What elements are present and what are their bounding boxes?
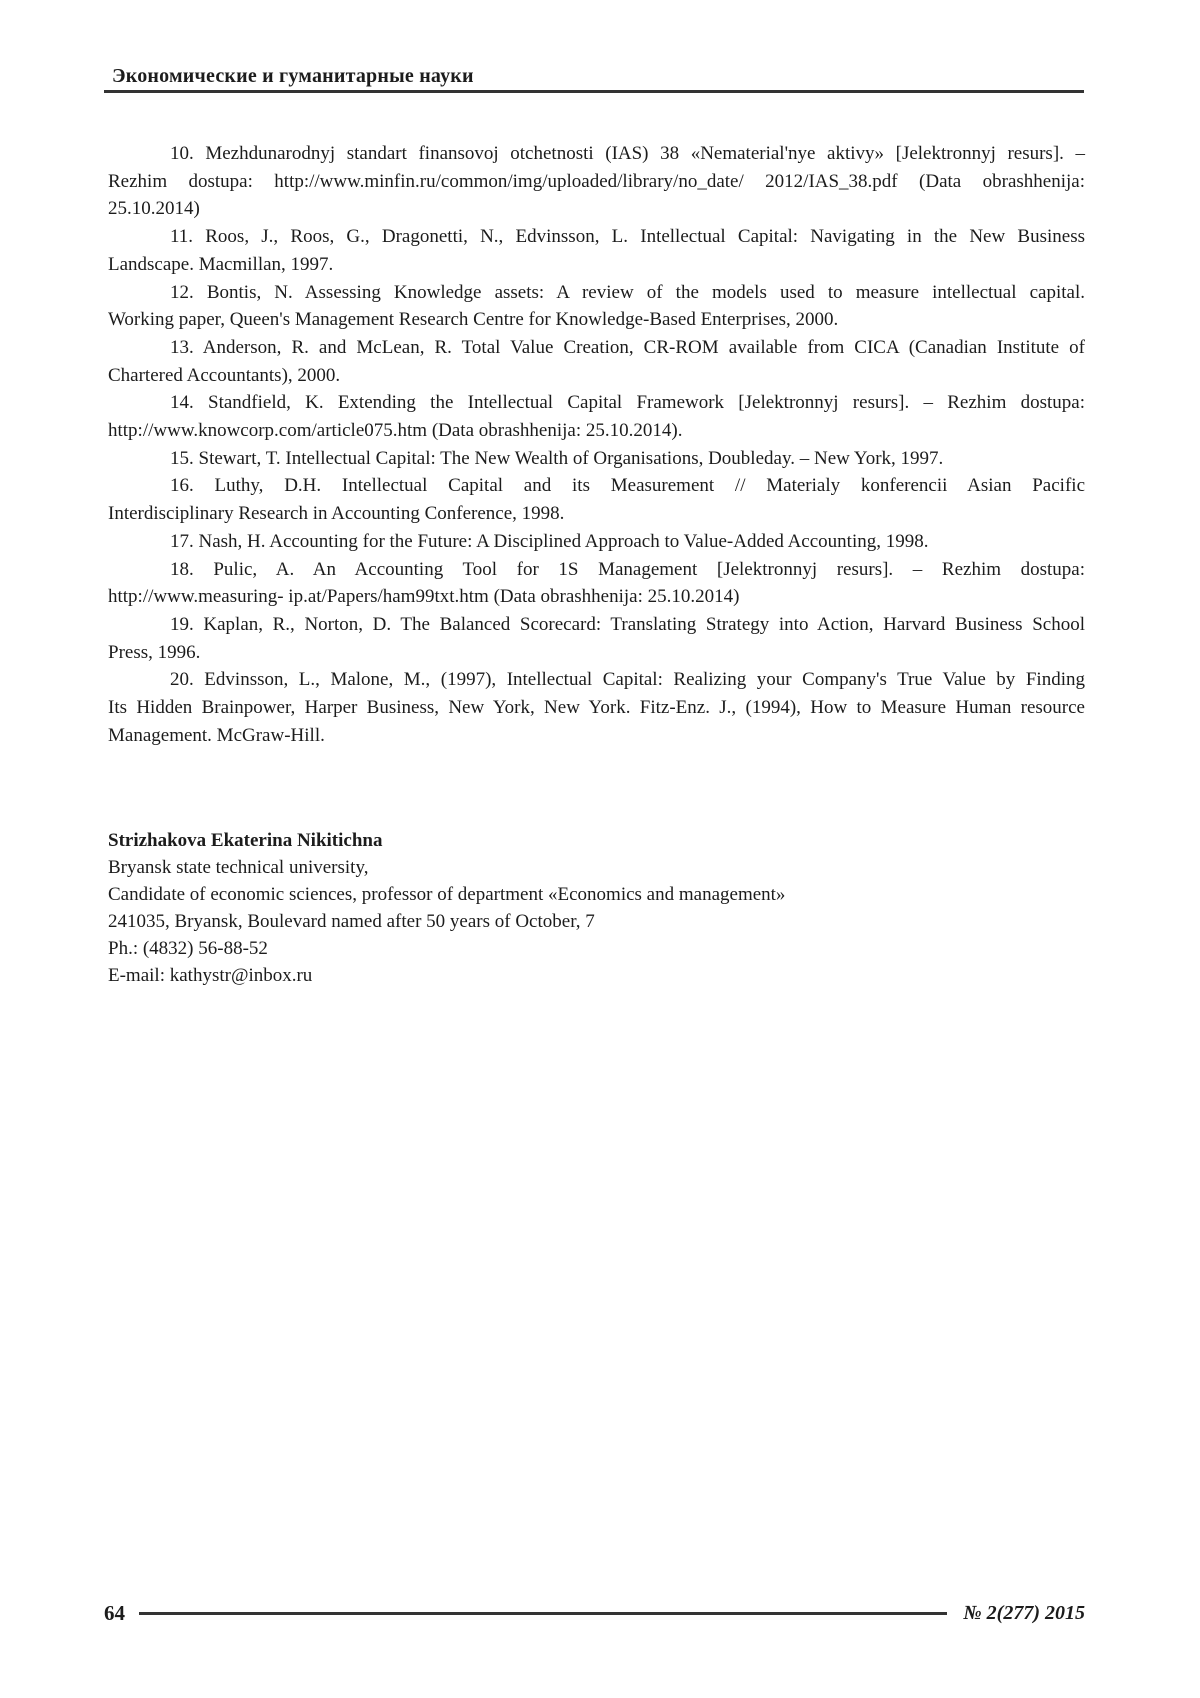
reference-item [108, 556, 1085, 611]
reference-item [108, 223, 1085, 278]
reference-item [108, 445, 1085, 473]
reference-line: http://www.measuring- ip.at/Papers/ham99txt.htm (Data obrashhenija: 25.10.2014) [108, 586, 740, 608]
reference-line: 17. Nash, H. Accounting for the Future: A Disciplined Approach to Value-Added Accounting, 1998. [170, 530, 929, 552]
author-info-line: 241035, Bryansk, Boulevard named after 50 years of October, 7 [108, 911, 595, 932]
footer-divider [139, 1612, 947, 1615]
reference-item [108, 389, 1085, 444]
reference-line: Press, 1996. [108, 641, 201, 663]
reference-line: 13. Anderson, R. and McLean, R. Total Value Creation, CR-ROM available from CICA (Canadian Institute of [170, 336, 1085, 358]
reference-item [108, 528, 1085, 556]
reference-line: Landscape. Macmillan, 1997. [108, 253, 334, 275]
reference-item [108, 140, 1085, 223]
author-info-line: Bryansk state technical university, [108, 857, 369, 878]
reference-line: 11. Roos, J., Roos, G., Dragonetti, N., Edvinsson, L. Intellectual Capital: Navigating in the New Business [170, 226, 1085, 248]
page-number: 64 [104, 1601, 125, 1625]
reference-line: 15. Stewart, T. Intellectual Capital: The New Wealth of Organisations, Doubleday. – New York, 1997. [170, 447, 944, 469]
reference-item [108, 666, 1085, 749]
reference-line: 20. Edvinsson, L., Malone, M., (1997), Intellectual Capital: Realizing your Company's True Value by Finding [170, 669, 1085, 691]
reference-line: 10. Mezhdunarodnyj standart finansovoj otchetnosti (IAS) 38 «Nematerial'nye aktivy» [Jelektronnyj resurs]. – [170, 143, 1085, 164]
reference-item [108, 279, 1085, 334]
reference-line: Its Hidden Brainpower, Harper Business, New York, New York. Fitz-Enz. J., (1994), How to Measure Human resource [108, 697, 1085, 719]
reference-item [108, 472, 1085, 527]
reference-line: 16. Luthy, D.H. Intellectual Capital and its Measurement // Materialy konferencii Asian Pacific [170, 475, 1085, 497]
reference-line: Interdisciplinary Research in Accounting Conference, 1998. [108, 503, 565, 525]
author-info [108, 827, 1085, 989]
author-info-line: E-mail: kathystr@inbox.ru [108, 965, 313, 986]
journal-section-title: Экономические и гуманитарные науки [112, 65, 474, 87]
reference-line: 19. Kaplan, R., Norton, D. The Balanced Scorecard: Translating Strategy into Action, Harvard Business School [170, 613, 1085, 635]
reference-line: Management. McGraw-Hill. [108, 724, 325, 746]
issue-label: № 2(277) 2015 [963, 1602, 1085, 1624]
author-name: Strizhakova Ekaterina Nikitichna [108, 830, 383, 851]
author-info-line: Ph.: (4832) 56-88-52 [108, 938, 268, 959]
reference-item [108, 611, 1085, 666]
reference-line: 18. Pulic, A. An Accounting Tool for 1S Management [Jelektronnyj resurs]. – Rezhim dostupa: [170, 558, 1085, 580]
reference-item [108, 334, 1085, 389]
reference-line: Rezhim dostupa: http://www.minfin.ru/common/img/uploaded/library/no_date/ 2012/IAS_38.pdf (Data obrashhenija: [108, 170, 1085, 192]
reference-line: 12. Bontis, N. Assessing Knowledge assets: A review of the models used to measure intellectual capital. [170, 281, 1085, 303]
references-list [108, 140, 1085, 749]
running-head [104, 64, 1084, 93]
reference-line: http://www.knowcorp.com/article075.htm (Data obrashhenija: 25.10.2014). [108, 420, 683, 442]
reference-line: 25.10.2014) [108, 198, 200, 220]
reference-line: Chartered Accountants), 2000. [108, 364, 341, 386]
reference-line: 14. Standfield, K. Extending the Intellectual Capital Framework [Jelektronnyj resurs]. – Rezhim dostupa: [170, 392, 1085, 414]
page-footer [104, 1596, 1085, 1630]
author-info-line: Candidate of economic sciences, professor of department «Economics and management» [108, 884, 786, 905]
reference-line: Working paper, Queen's Management Research Centre for Knowledge-Based Enterprises, 2000. [108, 309, 839, 331]
